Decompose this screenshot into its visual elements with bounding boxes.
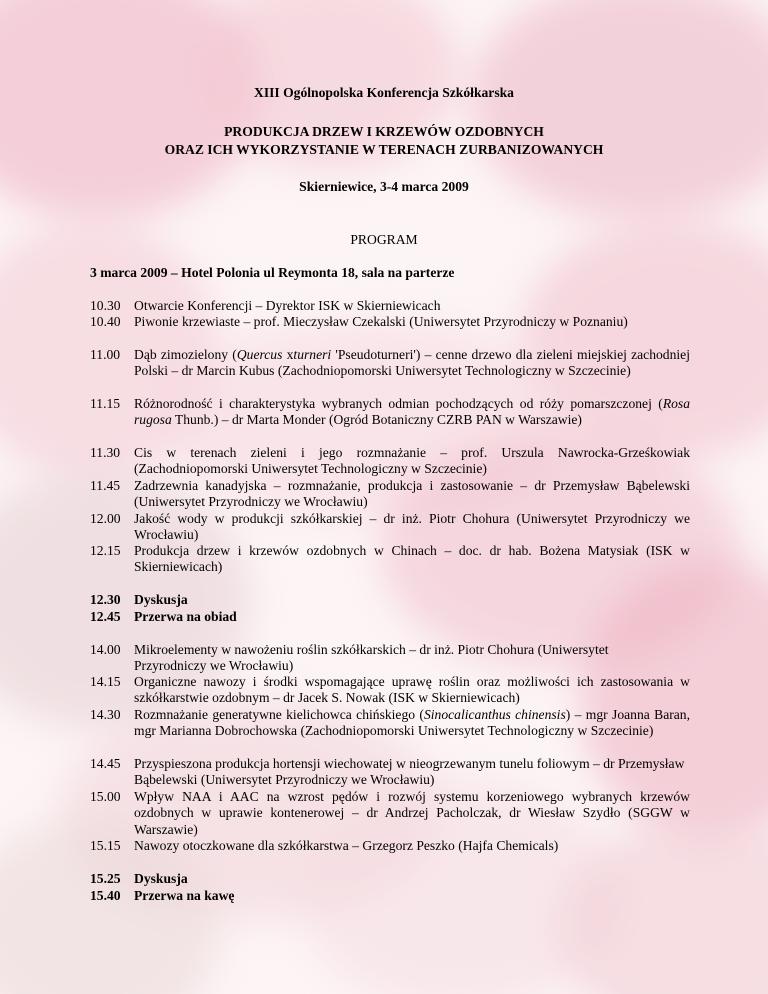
agenda-text: Organiczne nawozy i środki wspomagające uprawę roślin oraz możliwości ich zastosowania w szkółkarstwie ozdobnym – dr Jacek S. Nowak (ISK w Skierniewicach)	[134, 674, 690, 706]
agenda-text: Przyspieszona produkcja hortensji wiechowatej w nieogrzewanym tunelu foliowym – dr Przemysław Bąbelewski (Uniwersytet Przyrodniczy we Wrocławiu)	[134, 756, 685, 788]
agenda-time: 12.30	[90, 592, 121, 607]
program-heading: PROGRAM	[350, 232, 418, 247]
place-date: Skierniewice, 3-4 marca 2009	[299, 179, 469, 194]
agenda-time: 12.45	[90, 609, 121, 624]
agenda-text: Cis w terenach zieleni i jego rozmnażanie – prof. Urszula Nawrocka-Grześkowiak (Zachodniopomorski Uniwersytet Technologiczny w Szczecinie)	[134, 445, 690, 477]
agenda-text: Dąb zimozielony (Quercus xturneri 'Pseudoturneri') – cenne drzewo dla zieleni miejskiej zachodniej Polski – dr Marcin Kubus (Zachodniopomorski Uniwersytet Technologiczny w Szczecinie)	[134, 347, 690, 379]
agenda-time: 11.30	[90, 445, 121, 460]
title-line-1: PRODUKCJA DRZEW I KRZEWÓW OZDOBNYCH	[224, 124, 544, 139]
agenda-time: 12.00	[90, 511, 121, 526]
agenda-time: 12.15	[90, 543, 121, 558]
agenda-text: Produkcja drzew i krzewów ozdobnych w Chinach – doc. dr hab. Bożena Matysiak (ISK w Skierniewicach)	[134, 543, 690, 575]
agenda-text: Nawozy otoczkowane dla szkółkarstwa – Grzegorz Peszko (Hajfa Chemicals)	[134, 838, 559, 853]
agenda-time: 14.45	[90, 756, 121, 771]
agenda-text: Rozmnażanie generatywne kielichowca chińskiego (Sinocalicanthus chinensis) – mgr Joanna Baran, mgr Marianna Dobrochowska (Zachodniopomorski Uniwersytet Technologiczny w Szczecinie)	[134, 707, 691, 739]
agenda-time: 15.25	[90, 871, 121, 886]
agenda-time: 10.40	[90, 314, 121, 329]
agenda-text: Przerwa na obiad	[134, 609, 237, 624]
agenda-text: Przerwa na kawę	[134, 888, 235, 903]
agenda-time: 15.40	[90, 888, 121, 903]
agenda-time: 15.00	[90, 789, 121, 804]
title-line-2: ORAZ ICH WYKORZYSTANIE W TERENACH ZURBANIZOWANYCH	[164, 142, 604, 157]
agenda-text: Mikroelementy w nawożeniu roślin szkółkarskich – dr inż. Piotr Chohura (Uniwersytet Przyrodniczy we Wrocławiu)	[134, 642, 609, 674]
agenda-text: Dyskusja	[134, 592, 188, 607]
agenda-text: Dyskusja	[134, 871, 188, 886]
agenda-time: 15.15	[90, 838, 121, 853]
agenda-time: 11.00	[90, 347, 121, 362]
agenda-time: 10.30	[90, 298, 121, 313]
agenda-text: Otwarcie Konferencji – Dyrektor ISK w Skierniewicach	[134, 298, 441, 313]
agenda-text: Różnorodność i charakterystyka wybranych odmian pochodzących od róży pomarszczonej (Rosa rugosa Thunb.) – dr Marta Monder (Ogród Botaniczny CZRB PAN w Warszawie)	[134, 396, 690, 428]
agenda-time: 14.30	[90, 707, 121, 722]
conference-name: XIII Ogólnopolska Konferencja Szkółkarska	[254, 85, 514, 100]
day-heading: 3 marca 2009 – Hotel Polonia ul Reymonta 18, sala na parterze	[90, 265, 455, 280]
agenda-text: Piwonie krzewiaste – prof. Mieczysław Czekalski (Uniwersytet Przyrodniczy w Poznaniu)	[134, 314, 628, 329]
agenda-text: Wpływ NAA i AAC na wzrost pędów i rozwój systemu korzeniowego wybranych krzewów ozdobnych w uprawie kontenerowej – dr Andrzej Pacholczak, dr Wiesław Szydło (SGGW w Warszawie)	[134, 789, 690, 837]
agenda-time: 14.15	[90, 674, 121, 689]
agenda-time: 11.45	[90, 478, 121, 493]
agenda-text: Jakość wody w produkcji szkółkarskiej – dr inż. Piotr Chohura (Uniwersytet Przyrodniczy we Wrocławiu)	[134, 511, 690, 543]
agenda-time: 11.15	[90, 396, 121, 411]
agenda-text: Zadrzewnia kanadyjska – rozmnażanie, produkcja i zastosowanie – dr Przemysław Bąbelewski (Uniwersytet Przyrodniczy we Wrocławiu)	[134, 478, 690, 510]
agenda-time: 14.00	[90, 642, 121, 657]
